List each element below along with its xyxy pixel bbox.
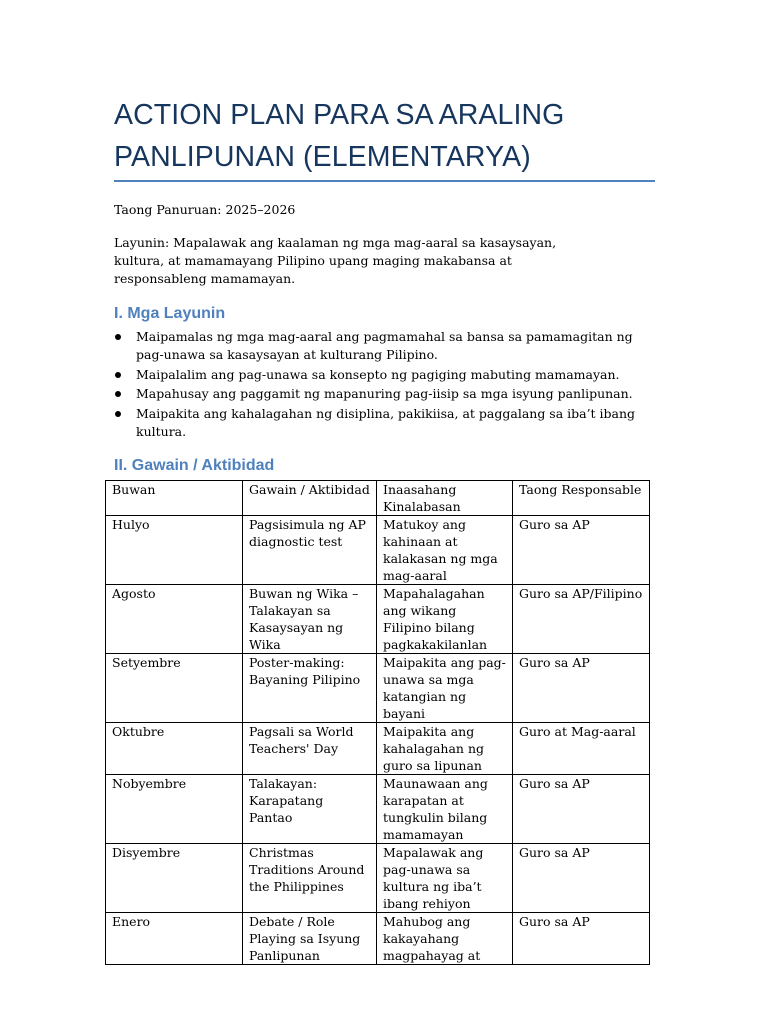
- column-header-activity: Gawain / Aktibidad: [243, 481, 377, 516]
- bullet-icon: [115, 411, 121, 417]
- cell-responsible: Guro sa AP: [513, 913, 650, 965]
- column-header-month: Buwan: [106, 481, 243, 516]
- table-row: [106, 723, 650, 775]
- goals-heading: I. Mga Layunin: [114, 305, 226, 322]
- cell-month: Setyembre: [106, 654, 243, 723]
- table-row: [106, 516, 650, 585]
- cell-activity: Christmas Traditions Around the Philippines: [243, 844, 377, 913]
- list-item-text: Maipamalas ng mga mag-aaral ang pagmamahal sa bansa sa pamamagitan ng pag-unawa sa kasaysayan at kulturang Pilipino.: [136, 329, 633, 362]
- list-item: [114, 328, 644, 364]
- cell-outcome: Mapalawak ang pag-unawa sa kultura ng iba’t ibang rehiyon: [377, 844, 513, 913]
- cell-responsible: Guro sa AP: [513, 844, 650, 913]
- cell-month: Nobyembre: [106, 775, 243, 844]
- table-header-row: [106, 481, 650, 516]
- cell-activity: Pagsisimula ng AP diagnostic test: [243, 516, 377, 585]
- cell-activity: Poster-making: Bayaning Pilipino: [243, 654, 377, 723]
- activities-table: [105, 480, 650, 965]
- cell-responsible: Guro at Mag-aaral: [513, 723, 650, 775]
- column-header-outcome: Inaasahang Kinalabasan: [377, 481, 513, 516]
- list-item-text: Maipalalim ang pag-unawa sa konsepto ng pagiging mabuting mamamayan.: [136, 366, 620, 382]
- cell-month: Oktubre: [106, 723, 243, 775]
- goals-list: [114, 328, 644, 442]
- cell-outcome: Maipakita ang kahalagahan ng guro sa lipunan: [377, 723, 513, 775]
- document-title: ACTION PLAN PARA SA ARALING PANLIPUNAN (ELEMENTARYA): [114, 99, 565, 173]
- table-row: [106, 844, 650, 913]
- cell-activity: Talakayan: Karapatang Pantao: [243, 775, 377, 844]
- table-row: [106, 775, 650, 844]
- school-year: Taong Panuruan: 2025–2026: [114, 202, 296, 217]
- cell-month: Enero: [106, 913, 243, 965]
- cell-outcome: Matukoy ang kahinaan at kalakasan ng mga mag-aaral: [377, 516, 513, 585]
- table-row: [106, 913, 650, 965]
- cell-month: Hulyo: [106, 516, 243, 585]
- column-header-responsible: Taong Responsable: [513, 481, 650, 516]
- list-item: [114, 405, 644, 441]
- cell-month: Disyembre: [106, 844, 243, 913]
- bullet-icon: [115, 391, 121, 397]
- table-row: [106, 585, 650, 654]
- cell-outcome: Maipakita ang pag-unawa sa mga katangian ng bayani: [377, 654, 513, 723]
- cell-responsible: Guro sa AP/Filipino: [513, 585, 650, 654]
- cell-outcome: Mahubog ang kakayahang magpahayag at: [377, 913, 513, 965]
- cell-outcome: Mapahalagahan ang wikang Filipino bilang pagkakakilanlan: [377, 585, 513, 654]
- objective-paragraph: Layunin: Mapalawak ang kaalaman ng mga mag-aaral sa kasaysayan, kultura, at mamamayang Pilipino upang maging makabansa at responsableng mamamayan.: [114, 235, 557, 286]
- list-item-text: Maipakita ang kahalagahan ng disiplina, pakikiisa, at paggalang sa iba’t ibang kultura.: [136, 405, 636, 439]
- table-row: [106, 654, 650, 723]
- cell-responsible: Guro sa AP: [513, 654, 650, 723]
- cell-responsible: Guro sa AP: [513, 775, 650, 844]
- cell-activity: Buwan ng Wika – Talakayan sa Kasaysayan ng Wika: [243, 585, 377, 654]
- cell-responsible: Guro sa AP: [513, 516, 650, 585]
- cell-month: Agosto: [106, 585, 243, 654]
- list-item: [114, 385, 644, 403]
- cell-activity: Pagsali sa World Teachers' Day: [243, 723, 377, 775]
- bullet-icon: [115, 372, 121, 378]
- list-item-text: Mapahusay ang paggamit ng mapanuring pag-iisip sa mga isyung panlipunan.: [136, 386, 633, 401]
- cell-outcome: Maunawaan ang karapatan at tungkulin bilang mamamayan: [377, 775, 513, 844]
- cell-activity: Debate / Role Playing sa Isyung Panlipunan: [243, 913, 377, 965]
- activities-heading: II. Gawain / Aktibidad: [114, 457, 275, 474]
- list-item: [114, 366, 644, 384]
- title-divider: [114, 180, 655, 182]
- bullet-icon: [115, 334, 121, 340]
